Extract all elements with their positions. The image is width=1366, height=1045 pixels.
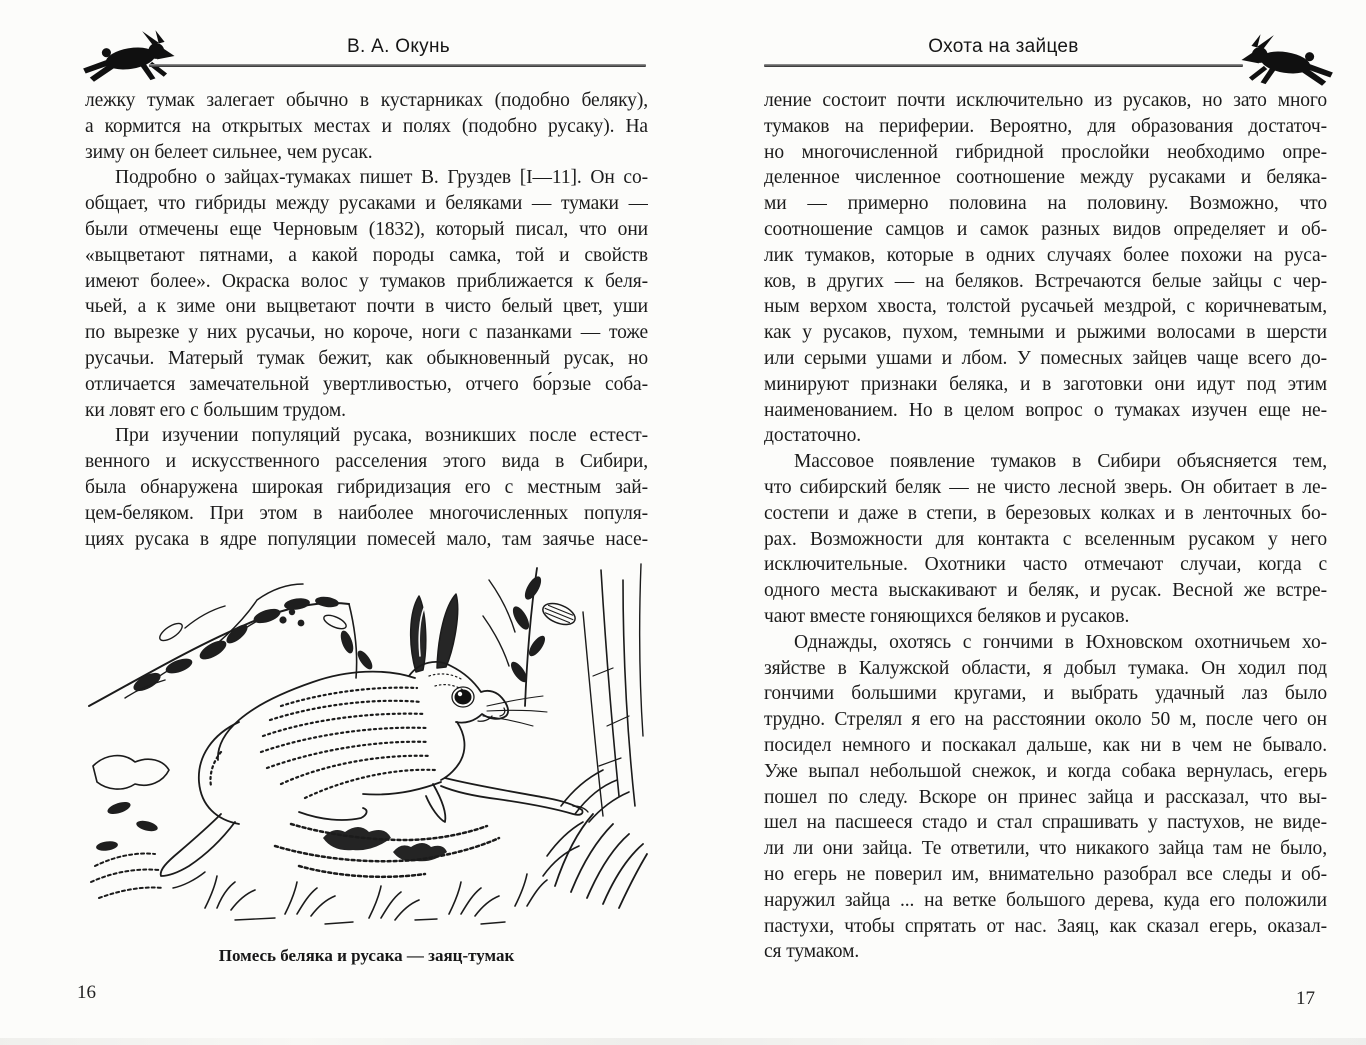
text-line: ли ли они зайца. Те ответили, что никакого зайца там не было, [764,838,1327,860]
text-line: ков, в других — на беляков. Встречаются белые зайцы с чер- [764,270,1327,292]
text-line: ми — примерно половина на половину. Возможно, что [764,193,1327,215]
text-line: по вырезке у них русачьи, но короче, ноги с пазанками — тоже [85,322,648,344]
text-line: шел на пасшееся стадо и стал спрашивать у пастухов, не виде- [764,812,1327,834]
text-line: ки ловят его с большим трудом. [85,399,346,421]
page-number: 17 [1296,988,1315,1009]
text-line: «выцветают пятнами, а какой породы самка, той и свойств [85,244,648,266]
text-line: чьей, а к зиме они выцветают почти в чисто белый цвет, уши [85,296,648,318]
text-line: При изучении популяций русака, возникших после естест- [115,425,648,447]
right-page-header [764,28,1327,72]
left-page [77,0,648,1045]
figure-caption: Помесь беляка и русака — заяц-тумак [218,946,515,965]
text-line: исключительные. Охотники часто отмечают случаи, когда с [764,554,1327,576]
text-line: циях русака в ядре популяции помесей мало, там заячье насе- [85,528,648,550]
text-line: венного и искусственного расселения этого вида в Сибири, [85,451,648,473]
text-line: но егерь не поверил им, внимательно разобрал все следы и об- [764,863,1327,885]
text-line: минируют признаки беляка, и в заготовки они идут под этим [764,373,1327,395]
right-page [764,0,1327,1045]
text-line: посидел немного и поскакал дальше, как ни в чем не бывало. [764,734,1327,756]
text-line: или серыми ушами и лбом. У помесных зайцев чаще всего до- [764,347,1327,369]
text-line: зяйстве в Калужской области, я добыл тумака. Он ходил под [764,657,1327,679]
text-line: тумаков на периферии. Вероятно, для образования достаточ- [764,115,1327,137]
text-line: Массовое появление тумаков в Сибири объясняется тем, [794,451,1327,473]
text-line: была обнаружена широкая гибридизация его с местным зай- [85,476,648,498]
text-line: Подробно о зайцах-тумаках пишет В. Груздев [I—11]. Он со- [115,167,648,189]
text-line: ление состоит почти исключительно из русаков, но зато много [764,90,1327,111]
text-line: лик тумаков, которые в одних случаях более похожи на руса- [764,244,1327,266]
text-line: но многочисленной гибридной прослойки необходимо опре- [764,141,1327,163]
text-line: достаточно. [764,425,861,447]
text-line: как у русаков, пухом, темными и рыжими волосами в шерсти [764,322,1327,344]
text-line: были отмечены еще Черновым (1832), который писал, что они [85,218,648,240]
text-line: зиму он белеет сильнее, чем русак. [85,141,373,163]
text-line: чают вместе гоняющихся беляков и русаков. [764,605,1130,627]
header-rule [149,64,646,67]
text-line: ся тумаком. [764,941,860,963]
text-line: трудно. Стрелял я его на расстоянии около 50 м, после чего он [764,709,1327,731]
text-line: что сибирский беляк — не чисто лесной зверь. Он обитает в ле- [764,476,1327,498]
text-line: цем-беляком. При этом в наиболее многочисленных популя- [85,502,648,524]
right-running-head: Охота на зайцев [928,36,1079,57]
left-text-column [85,88,648,552]
left-running-head: В. А. Окунь [347,36,450,57]
text-line: пастухи, чтобы спрятать от нас. Заяц, как сказал егерь, оказал- [764,915,1327,937]
text-line: а кормится на открытых местах и полях (подобно русаку). На [85,115,648,137]
text-line: гончими большими кругами, и выбрать удачный лаз было [764,683,1327,705]
text-line: общает, что гибриды между русаками и беляками — тумаки — [85,193,648,215]
text-line: деленное численное соотношение между русаками и беляка- [764,167,1327,189]
text-line: отличается замечательной увертливостью, отчего бо́рзые соба- [85,373,648,395]
text-line: русачьи. Матерый тумак бежит, как обыкновенный русак, но [85,347,648,369]
text-line: Уже выпал небольшой снежок, и когда собака вернулась, егерь [764,760,1327,782]
text-line: Однажды, охотясь с гончими в Юхновском охотничьем хо- [794,631,1327,653]
right-text-column [764,88,1327,965]
text-line: одного места выскакивают и беляк, и русак. Весной же встре- [764,580,1327,602]
scan-edge-artifact [0,1038,1366,1045]
text-line: соотношение самцов и самок разных видов определяет и об- [764,218,1327,240]
text-line: рах. Возможности для контакта с вселенным русаком у него [764,528,1327,550]
hare-illustration [85,556,648,934]
page-number: 16 [77,982,96,1003]
text-line: пошел по следу. Вскоре он принес зайца и рассказал, что вы- [764,786,1327,808]
left-page-header [85,28,648,72]
text-line: состепи и даже в степи, в березовых колках и в ленточных бо- [764,502,1327,524]
text-line: лежку тумак залегает обычно в кустарниках (подобно беляку), [85,90,648,111]
running-hare-icon [1229,34,1337,86]
text-line: ным верхом хвоста, толстой русачьей мездрой, с коричневатым, [764,296,1327,318]
header-rule [764,64,1243,67]
text-line: наименованием. Но в целом вопрос о тумаках изучен еще не- [764,399,1327,421]
text-line: наружил зайца ... на ветке большого дерева, куда его положили [764,889,1327,911]
text-line: имеют более». Окраска волос у тумаков приближается к беля- [85,270,648,292]
